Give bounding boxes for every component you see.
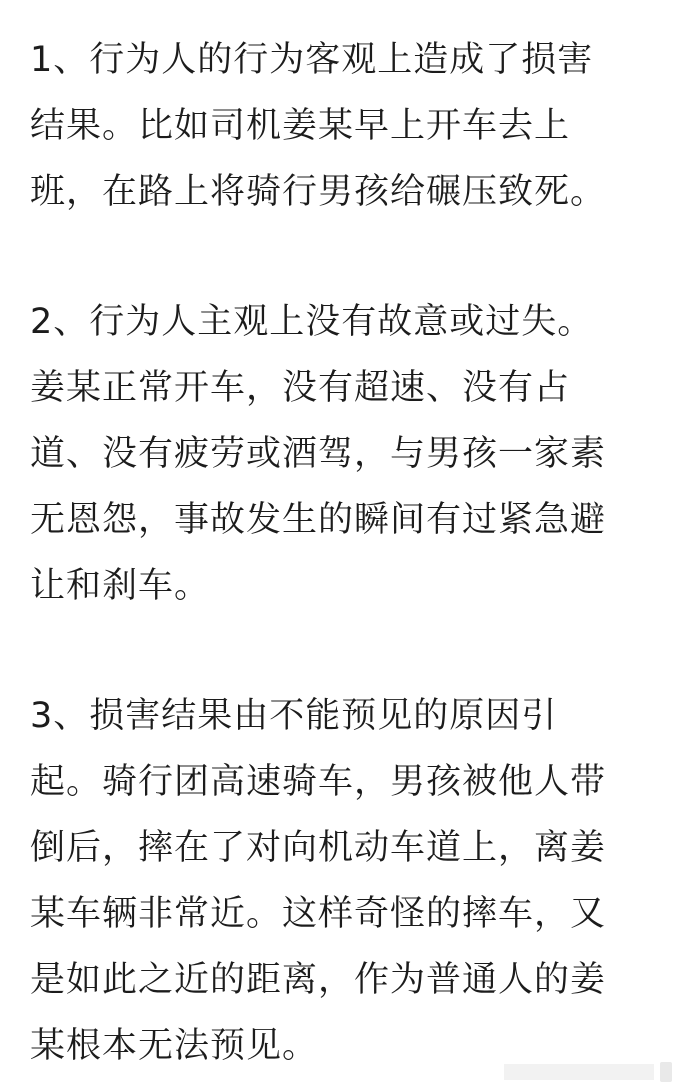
text-line: 1、行为人的行为客观上造成了损害	[30, 40, 594, 80]
text-line: 3、损害结果由不能预见的原因引	[30, 696, 558, 736]
text-line: 无恩怨，事故发生的瞬间有过紧急避	[30, 500, 607, 540]
text-line: 倒后，摔在了对向机动车道上，离姜	[30, 828, 607, 868]
watermark-icon	[504, 1060, 674, 1084]
text-line: 某根本无法预见。	[30, 1026, 319, 1066]
text-line: 2、行为人主观上没有故意或过失。	[30, 302, 594, 342]
text-line: 结果。比如司机姜某早上开车去上	[30, 106, 571, 146]
text-line: 是如此之近的距离，作为普通人的姜	[30, 960, 607, 1000]
watermark-logo	[504, 1060, 674, 1084]
text-line: 姜某正常开车，没有超速、没有占	[30, 368, 571, 408]
text-line: 道、没有疲劳或酒驾，与男孩一家素	[30, 434, 607, 474]
text-line: 某车辆非常近。这样奇怪的摔车，又	[30, 894, 607, 934]
text-line: 班，在路上将骑行男孩给碾压致死。	[30, 172, 607, 212]
text-line: 起。骑行团高速骑车，男孩被他人带	[30, 762, 607, 802]
text-line: 让和刹车。	[30, 566, 211, 606]
